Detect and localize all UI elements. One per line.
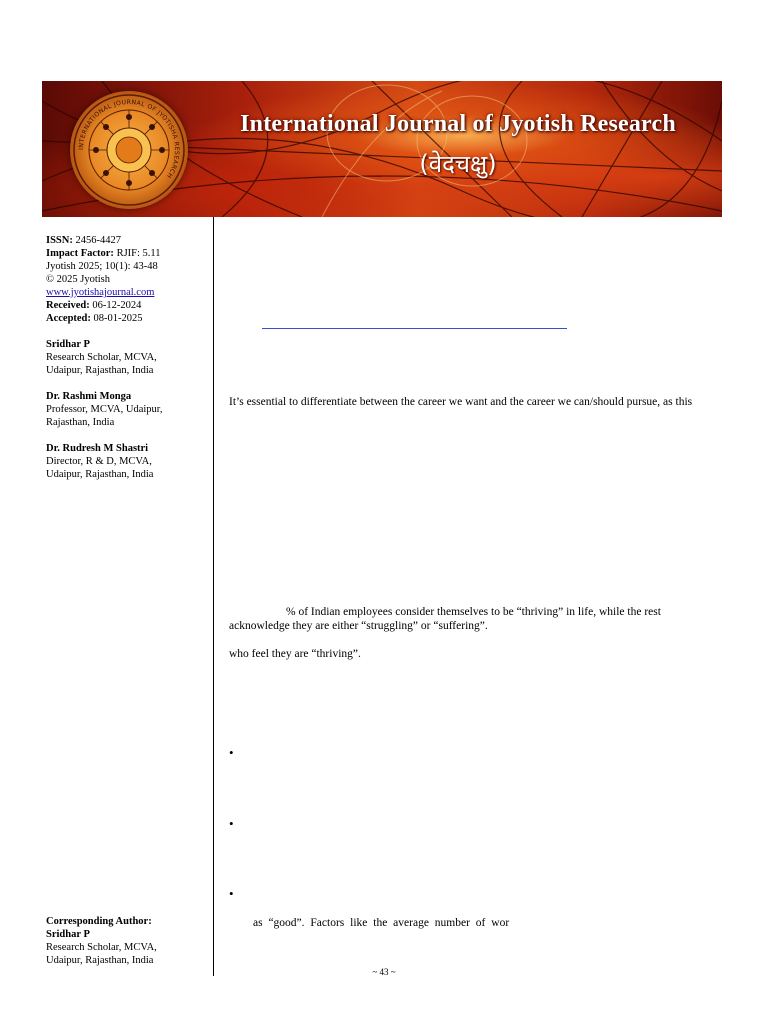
paragraph-thriving-statistic — [229, 605, 722, 633]
paragraph-thriving-fragment: who feel they are “thriving”. — [229, 648, 361, 660]
svg-text:INTERNATIONAL JOURNAL OF JYOTI: INTERNATIONAL JOURNAL OF JYOTISHA RESEARCH — [77, 98, 181, 180]
author-name: Sridhar P — [46, 339, 90, 350]
corresponding-author-affiliation: Research Scholar, MCVA, — [46, 942, 157, 953]
paragraph-good-factors: as “good”. Factors like the average number of wor — [253, 917, 510, 929]
issn-line — [46, 234, 206, 247]
impact-factor-label: Impact Factor: — [46, 248, 114, 259]
column-divider — [213, 217, 214, 976]
article-metadata-sidebar — [46, 234, 206, 494]
received-line — [46, 299, 206, 312]
author-affiliation: Udaipur, Rajasthan, India — [46, 469, 154, 480]
author-affiliation: Director, R & D, MCVA, — [46, 456, 152, 467]
author-affiliation: Rajasthan, India — [46, 417, 115, 428]
received-label: Received: — [46, 300, 90, 311]
paragraph-line: acknowledge they are either “struggling” or “suffering”. — [229, 620, 488, 632]
corresponding-author-label: Corresponding Author: — [46, 916, 152, 927]
bullet-point: • — [229, 745, 234, 760]
journal-subtitle: (वेदचक्षु) — [419, 150, 497, 178]
corresponding-author-block — [46, 915, 206, 967]
author-block — [46, 442, 206, 481]
journal-logo — [70, 91, 188, 209]
bullet-point: • — [229, 816, 234, 831]
impact-factor-line — [46, 247, 206, 260]
author-block — [46, 390, 206, 429]
accepted-label: Accepted: — [46, 313, 91, 324]
journal-banner — [42, 81, 722, 217]
author-name: Dr. Rudresh M Shastri — [46, 443, 149, 454]
received-date: 06-12-2024 — [89, 300, 142, 311]
issn-value: 2456-4427 — [72, 235, 121, 246]
paragraph-line: % of Indian employees consider themselves to be “thriving” in life, while the rest — [286, 606, 661, 618]
title-underline-rule — [262, 328, 567, 329]
corresponding-author-name: Sridhar P — [46, 929, 90, 940]
author-affiliation: Udaipur, Rajasthan, India — [46, 365, 154, 376]
journal-info-block — [46, 234, 206, 325]
author-affiliation: Research Scholar, MCVA, — [46, 352, 157, 363]
corresponding-author-affiliation: Udaipur, Rajasthan, India — [46, 955, 154, 966]
citation: Jyotish 2025; 10(1): 43-48 — [46, 261, 158, 272]
impact-factor-value: RJIF: 5.11 — [113, 248, 161, 259]
journal-title: International Journal of Jyotish Research — [240, 111, 676, 137]
journal-website-link[interactable]: www.jyotishajournal.com — [46, 287, 155, 298]
author-affiliation: Professor, MCVA, Udaipur, — [46, 404, 163, 415]
accepted-date: 08-01-2025 — [90, 313, 143, 324]
author-block — [46, 338, 206, 377]
bullet-point: • — [229, 886, 234, 901]
author-name: Dr. Rashmi Monga — [46, 391, 132, 402]
page-number: ~ 43 ~ — [372, 967, 396, 977]
accepted-line — [46, 312, 206, 325]
issn-label: ISSN: — [46, 235, 73, 246]
paragraph-career-differentiation: It’s essential to differentiate between the career we want and the career we can/should pursue, as this — [229, 396, 693, 408]
copyright: © 2025 Jyotish — [46, 274, 110, 285]
